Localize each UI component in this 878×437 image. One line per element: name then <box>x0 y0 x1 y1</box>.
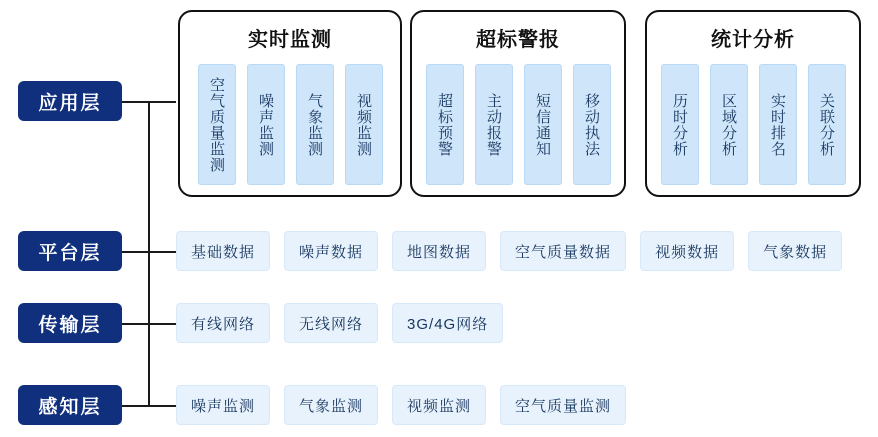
connector-stub-transport <box>122 323 148 325</box>
sensing-item[interactable] <box>392 385 486 425</box>
transport-item-label: 有线网络 <box>191 315 256 333</box>
connector-stub-application <box>122 101 148 103</box>
group-card-label: 区域分析 <box>720 92 737 157</box>
connector-stub-platform <box>122 251 148 253</box>
platform-item-label: 气象数据 <box>763 243 828 261</box>
sensing-item[interactable] <box>284 385 378 425</box>
group-card-label: 视频监测 <box>355 92 372 157</box>
group-card[interactable] <box>710 64 748 185</box>
transport-item-label: 无线网络 <box>299 315 364 333</box>
platform-item[interactable] <box>748 231 842 271</box>
platform-item[interactable] <box>284 231 378 271</box>
group-title: 实时监测 <box>248 29 332 51</box>
layer-label-sensing-text: 感知层 <box>38 396 102 418</box>
group-card[interactable] <box>573 64 611 185</box>
group-card[interactable] <box>759 64 797 185</box>
group-card[interactable] <box>808 64 846 185</box>
platform-item-label: 视频数据 <box>655 243 720 261</box>
platform-item[interactable] <box>640 231 734 271</box>
group-title: 超标警报 <box>476 29 560 51</box>
sensing-item-label: 气象监测 <box>299 397 364 415</box>
transport-layer-row <box>176 303 503 343</box>
platform-item[interactable] <box>500 231 626 271</box>
connector-branch-application <box>148 101 176 103</box>
sensing-item-label: 视频监测 <box>407 397 472 415</box>
sensing-item[interactable] <box>176 385 270 425</box>
group-card-label: 短信通知 <box>534 92 551 157</box>
group-card-label: 历时分析 <box>671 92 688 157</box>
connector-branch-sensing <box>148 405 176 407</box>
layer-label-platform-text: 平台层 <box>38 242 102 264</box>
layer-label-platform <box>18 231 122 271</box>
platform-item[interactable] <box>392 231 486 271</box>
application-group-exceedance-alarm <box>410 10 626 197</box>
platform-item-label: 噪声数据 <box>299 243 364 261</box>
transport-item-label: 3G/4G网络 <box>407 315 489 333</box>
group-card[interactable] <box>475 64 513 185</box>
platform-item-label: 空气质量数据 <box>515 243 612 261</box>
sensing-item[interactable] <box>500 385 626 425</box>
platform-item-label: 地图数据 <box>407 243 472 261</box>
layer-label-transport <box>18 303 122 343</box>
layer-label-application <box>18 81 122 121</box>
connector-stub-sensing <box>122 405 148 407</box>
group-card[interactable] <box>426 64 464 185</box>
transport-item[interactable] <box>392 303 503 343</box>
group-card-list <box>180 64 400 185</box>
group-card-label: 气象监测 <box>306 92 323 157</box>
group-card[interactable] <box>661 64 699 185</box>
group-title: 统计分析 <box>711 29 795 51</box>
group-card[interactable] <box>345 64 383 185</box>
connector-branch-transport <box>148 323 176 325</box>
sensing-item-label: 噪声监测 <box>191 397 256 415</box>
sensing-item-label: 空气质量监测 <box>515 397 612 415</box>
layer-label-application-text: 应用层 <box>38 92 102 114</box>
transport-item[interactable] <box>284 303 378 343</box>
platform-item-label: 基础数据 <box>191 243 256 261</box>
group-card-label: 移动执法 <box>583 92 600 157</box>
group-card-list <box>647 64 859 185</box>
sensing-layer-row <box>176 385 626 425</box>
platform-item[interactable] <box>176 231 270 271</box>
group-card-label: 空气质量监测 <box>208 76 225 173</box>
connector-trunk <box>148 101 150 405</box>
group-card-label: 实时排名 <box>769 92 786 157</box>
connector-branch-platform <box>148 251 176 253</box>
group-card[interactable] <box>247 64 285 185</box>
platform-layer-row <box>176 231 842 271</box>
group-card-label: 关联分析 <box>818 92 835 157</box>
group-card-label: 超标预警 <box>436 92 453 157</box>
group-card[interactable] <box>296 64 334 185</box>
layer-label-sensing <box>18 385 122 425</box>
group-card[interactable] <box>198 64 236 185</box>
group-card-label: 主动报警 <box>485 92 502 157</box>
group-card-label: 噪声监测 <box>257 92 274 157</box>
application-group-statistical-analysis <box>645 10 861 197</box>
layer-label-transport-text: 传输层 <box>38 314 102 336</box>
group-card[interactable] <box>524 64 562 185</box>
transport-item[interactable] <box>176 303 270 343</box>
application-group-realtime-monitoring <box>178 10 402 197</box>
group-card-list <box>412 64 624 185</box>
